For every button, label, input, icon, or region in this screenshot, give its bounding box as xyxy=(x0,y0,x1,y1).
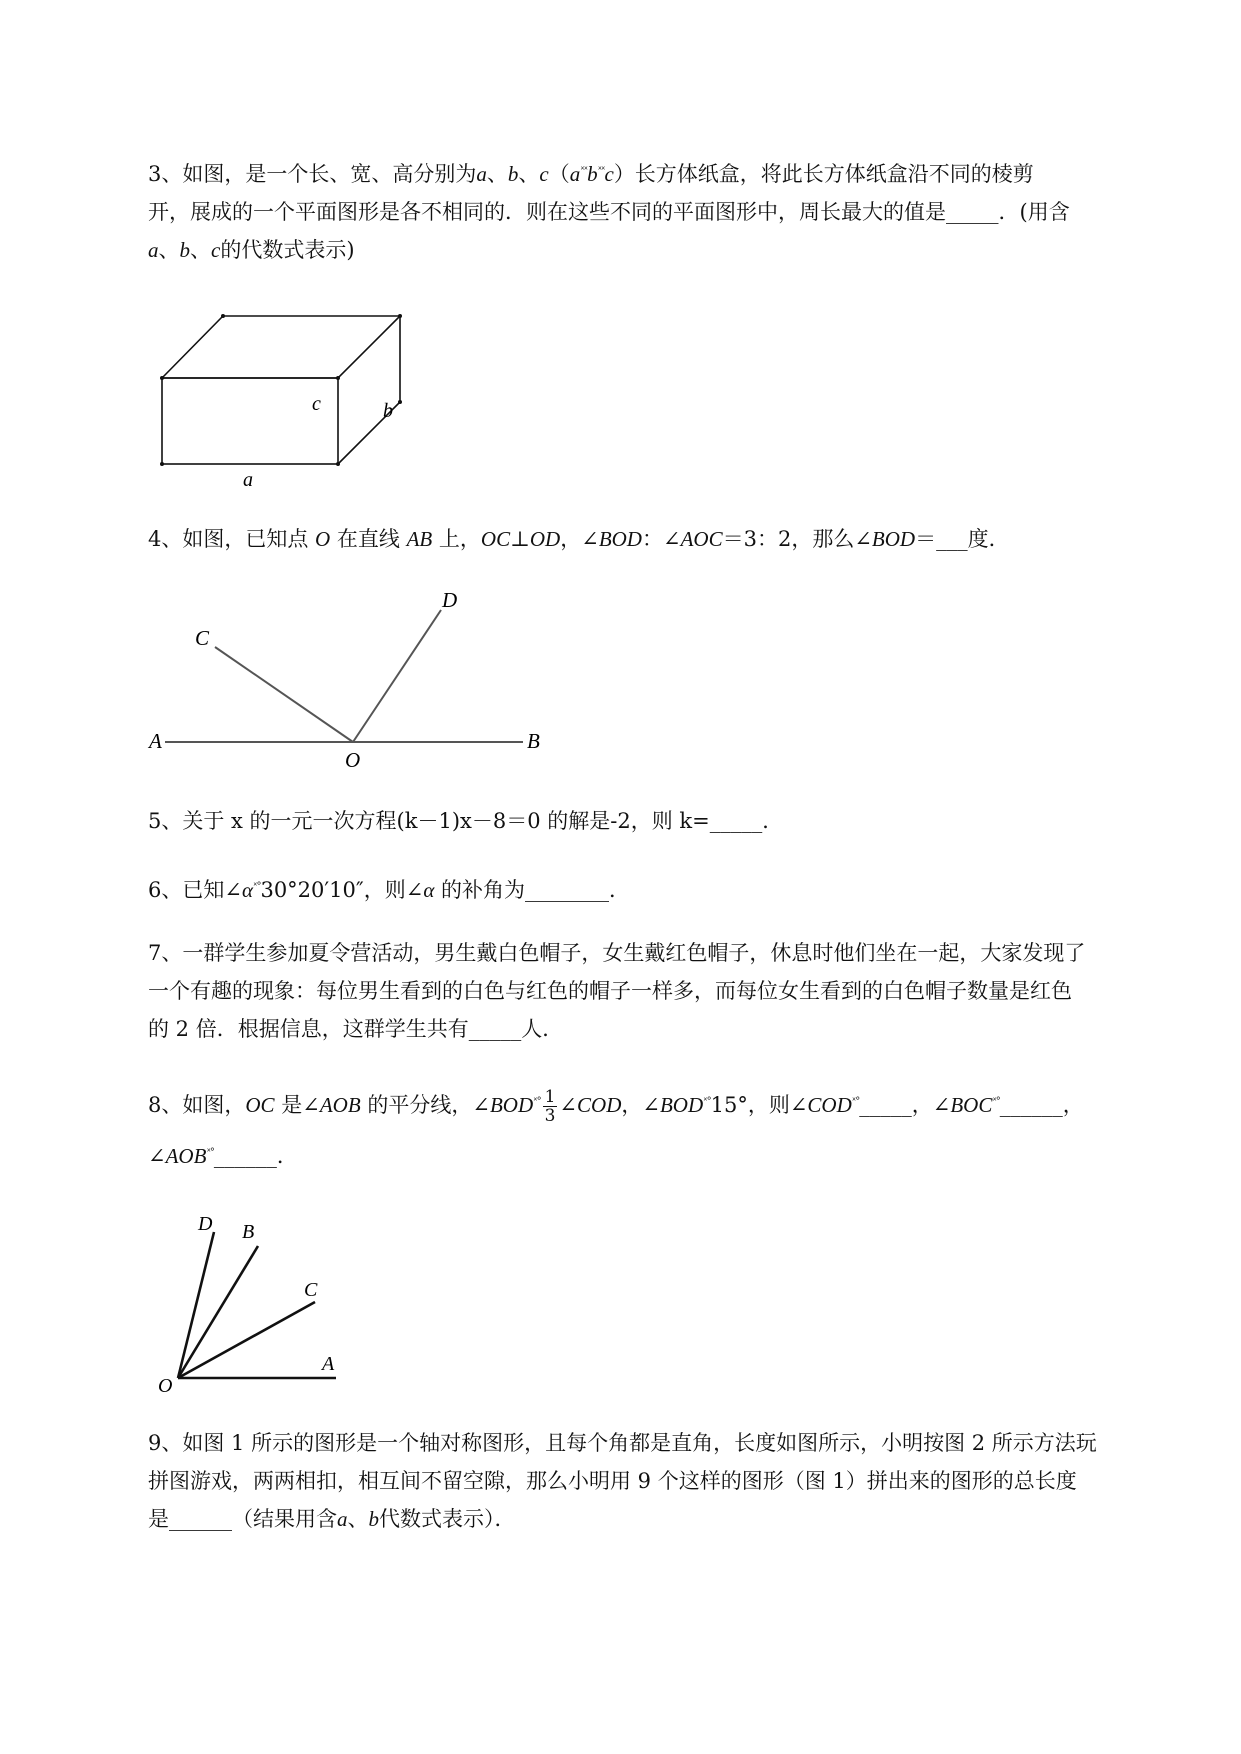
label-a: a xyxy=(243,469,253,491)
fraction-one-third: $\frac{1}{3}$ xyxy=(544,1087,556,1126)
question-5: 5、关于 x 的一元一次方程(k－1)x－8＝0 的解是-2，则 k=_____． xyxy=(148,809,784,833)
label-a: A xyxy=(322,1353,335,1375)
q3-line-3: a、b、c的代数式表示) xyxy=(148,238,355,262)
question-9: 9、如图 1 所示的图形是一个轴对称图形，且每个角都是直角，长度如图所示，小明按图 2 所示方法玩 拼图游戏，两两相扣，相互间不留空隙，那么小明用 9 个这样的图形（图 1）拼出来的图形的总长度 是______（结果用含a、b代数式表示）． xyxy=(148,1431,1097,1531)
label-c: C xyxy=(195,626,210,650)
ray-od xyxy=(178,1232,214,1378)
label-o: O xyxy=(345,748,361,772)
q3-line-1: 3、如图，是一个长、宽、高分别为a、b、$c(a^{ˣˣ}b^{ˣˣ}c)$长方体纸盒，将此长方体纸盒沿不同的棱剪 xyxy=(148,162,1034,186)
box-side-edges xyxy=(338,316,400,464)
label-b: B xyxy=(242,1221,255,1243)
q3-box-figure xyxy=(150,310,410,491)
question-7: 7、一群学生参加夏令营活动，男生戴白色帽子，女生戴红色帽子，休息时他们坐在一起，大家发现了 一个有趣的现象：每位男生看到的白色与红色的帽子一样多，而每位女生看到的白色帽子数量是红色 的 2 倍．根据信息，这群学生共有_____人． xyxy=(148,941,1086,1041)
label-b: B xyxy=(527,729,540,753)
label-b: b xyxy=(383,400,393,422)
question-8: 8、如图，OC 是∠AOB 的平分线，$\angle BOD^{ˣ^\circ}$ $\frac{1}{3}$ ∠COD，$\angle BOD^{ˣ^\circ}15^\circ$，则$\angle COD^{ˣ^\circ}\_\_\_\_\_$，$\angle BOC^{ˣ^\circ}\_\_\_\_\_\_$， $\angle AOB^{ˣ^\circ}\_\_\_\_\_\_$． xyxy=(148,1087,1084,1168)
ray-od xyxy=(353,610,441,742)
label-a: A xyxy=(149,729,162,753)
q3-line-2: 开，展成的一个平面图形是各不相同的．则在这些不同的平面图形中，周长最大的值是_____．(用含 xyxy=(148,200,1070,224)
box-top-face xyxy=(162,316,400,378)
question-4: 4、如图，已知点 O 在直线 AB 上，OC⊥OD，∠BOD：∠AOC＝3：2，那么∠BOD＝___度． xyxy=(148,527,1010,551)
q4-angle-figure xyxy=(145,585,555,770)
label-o: O xyxy=(158,1375,173,1397)
q8-angle-figure xyxy=(150,1210,350,1400)
question-6: 6、已知$\angle\alpha^{ˣ^\circ}30^\circ 20'10''$，则∠α 的补角为________． xyxy=(148,878,631,902)
label-c: c xyxy=(312,393,321,415)
question-3 xyxy=(148,152,1158,269)
ray-oc xyxy=(215,647,353,742)
box-front-face xyxy=(162,378,338,464)
ray-oc xyxy=(178,1302,315,1378)
label-d: D xyxy=(198,1213,213,1235)
label-d: D xyxy=(442,588,458,612)
label-c: C xyxy=(304,1279,318,1301)
ray-ob xyxy=(178,1246,258,1378)
